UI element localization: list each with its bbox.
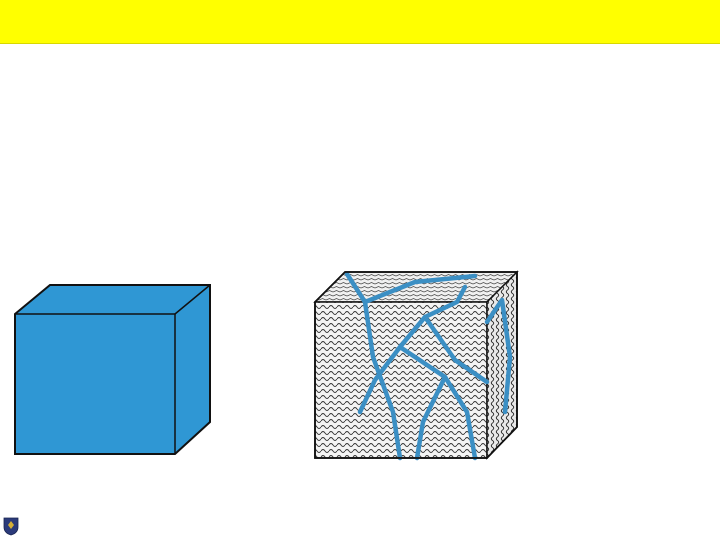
primary-porosity-figure — [10, 282, 215, 460]
secondary-porosity-figure — [305, 262, 525, 462]
university-logo — [3, 516, 19, 536]
title-bar — [0, 0, 720, 44]
fractured-block — [315, 272, 517, 458]
block-front-face — [15, 314, 175, 454]
